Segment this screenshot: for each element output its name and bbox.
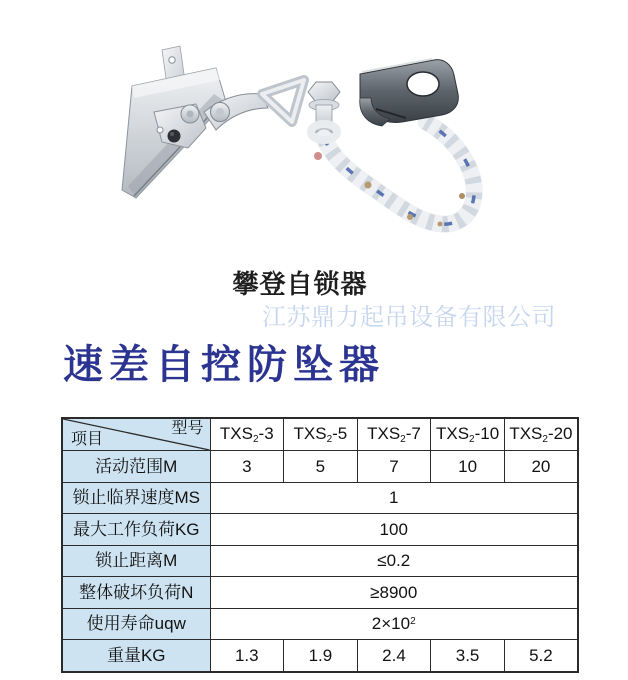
table-row-locking-speed xyxy=(62,482,578,514)
table-row-working-range xyxy=(62,451,578,483)
row-label: 活动范围M xyxy=(62,451,210,483)
cell-merged-value: ≥8900 xyxy=(210,577,578,609)
cell-value: 7 xyxy=(357,451,431,483)
corner-label-item: 项目 xyxy=(71,431,104,448)
corner-cell xyxy=(62,418,210,451)
cell-value: 20 xyxy=(504,451,578,483)
table-row-breaking-load xyxy=(62,577,578,609)
cell-merged-value: 100 xyxy=(210,514,578,546)
row-label: 锁止临界速度MS xyxy=(62,482,210,514)
cell-value: 10 xyxy=(431,451,505,483)
row-label: 最大工作负荷KG xyxy=(62,514,210,546)
rope-icon xyxy=(311,122,474,227)
snap-hook-icon xyxy=(360,59,459,126)
table-row-max-load xyxy=(62,514,578,546)
table-row-service-life xyxy=(62,608,578,640)
product-photo xyxy=(110,10,490,280)
table-row-weight xyxy=(62,640,578,672)
row-label: 重量KG xyxy=(62,640,210,672)
column-header-txs2-20: $TXS_2-20$ xyxy=(504,418,578,451)
column-header-txs2-5: $TXS_2-5$ xyxy=(284,418,358,451)
cell-value: 1.3 xyxy=(210,640,284,672)
column-header-txs2-7: $TXS_2-7$ xyxy=(357,418,431,451)
cell-merged-value: $2\times 10^2$ xyxy=(210,608,578,640)
cell-value: 2.4 xyxy=(357,640,431,672)
cell-value: 1.9 xyxy=(284,640,358,672)
page-title: 速差自控防坠器 xyxy=(63,343,385,387)
column-header-txs2-3: $TXS_2-3$ xyxy=(210,418,284,451)
cell-value: 5.2 xyxy=(504,640,578,672)
table-header-row xyxy=(62,418,578,451)
company-watermark: 江苏鼎力起吊设备有限公司 xyxy=(262,304,556,331)
spec-table xyxy=(61,417,579,673)
table-row-locking-distance xyxy=(62,545,578,577)
cell-merged-value: 1 xyxy=(210,482,578,514)
photo-caption: 攀登自锁器 xyxy=(232,269,368,299)
cell-value: 3.5 xyxy=(431,640,505,672)
column-header-txs2-10: $TXS_2-10$ xyxy=(431,418,505,451)
cell-merged-value: ≤0.2 xyxy=(210,545,578,577)
row-label: 使用寿命uqw xyxy=(62,608,210,640)
cell-value: 3 xyxy=(210,451,284,483)
corner-label-model: 型号 xyxy=(171,420,204,437)
row-label: 锁止距离M xyxy=(62,545,210,577)
row-label: 整体破坏负荷N xyxy=(62,577,210,609)
cell-value: 5 xyxy=(284,451,358,483)
